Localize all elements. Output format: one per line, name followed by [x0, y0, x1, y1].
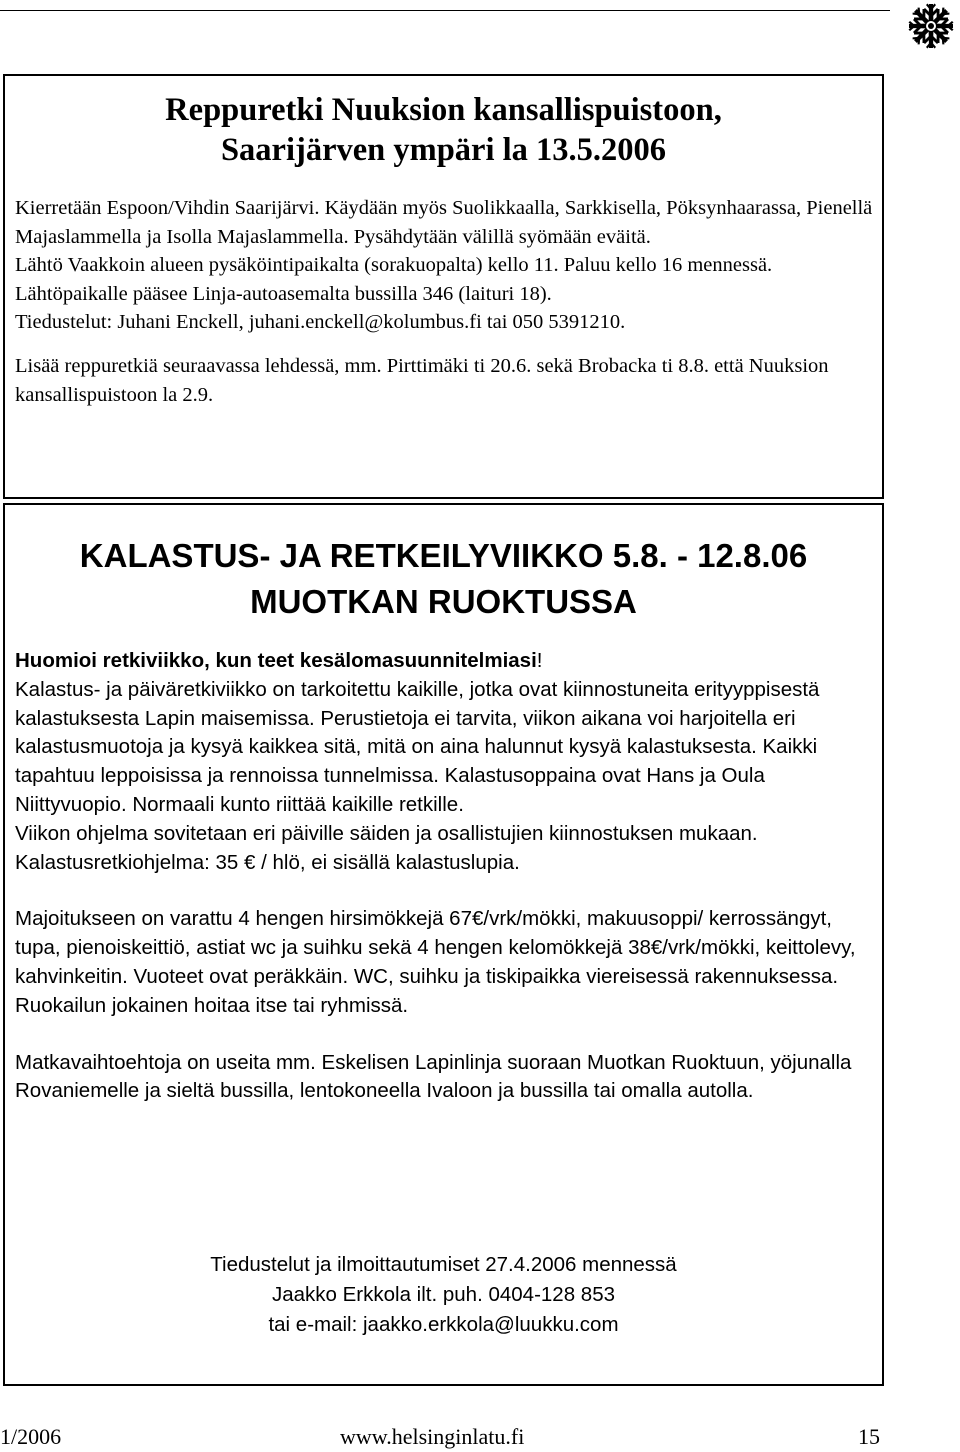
article-body	[15, 194, 877, 409]
highlight-exclamation: !	[536, 649, 543, 672]
title-line-1: Reppuretki Nuuksion kansallispuistoon,	[165, 92, 722, 128]
highlight-line	[15, 647, 880, 676]
bus-paragraph: Lähtöpaikalle pääsee Linja-autoasemalta bussilla 346 (laituri 18).	[15, 282, 552, 305]
page-footer	[0, 1422, 880, 1452]
issue-number: 1/2006	[0, 1424, 62, 1449]
inquiries-paragraph: Tiedustelut: Juhani Enckell, juhani.enckell@kolumbus.fi tai 050 5391210.	[15, 311, 626, 334]
highlight-text: Huomioi retkiviikko, kun teet kesälomasuunnitelmiasi	[15, 649, 537, 672]
page-number: 15	[858, 1424, 880, 1449]
fishing-week-article	[3, 503, 884, 1386]
top-rule	[0, 10, 890, 11]
article-heading	[5, 533, 882, 625]
contact-line-2: Jaakko Erkkola ilt. puh. 0404-128 853	[271, 1283, 616, 1306]
hiking-trip-article	[3, 74, 884, 499]
meals-paragraph: Ruokailun jokainen hoitaa itse tai ryhmissä.	[15, 993, 409, 1017]
heading-line-1: KALASTUS- JA RETKEILYVIIKKO 5.8. - 12.8.06	[79, 537, 808, 574]
contact-line-1: Tiedustelut ja ilmoittautumiset 27.4.2006 mennessä	[210, 1253, 677, 1276]
route-paragraph: Kierretään Espoon/Vihdin Saarijärvi. Käydään myös Suolikkaalla, Sarkkisella, Pöksynhaarassa, Pienellä Majaslammella ja Isolla Majaslammella. Pysähdytään välillä syömään eväitä.	[15, 197, 873, 248]
more-trips-paragraph: Lisää reppuretkiä seuraavassa lehdessä, mm. Pirttimäki ti 20.6. sekä Brobacka ti 8.8. että Nuuksion kansallispuistoon la 2.9.	[15, 354, 829, 406]
website-link[interactable]: www.helsinginlatu.fi	[340, 1424, 525, 1449]
article-title	[5, 90, 882, 170]
article-body	[15, 647, 880, 1106]
contact-line-3: tai e-mail: jaakko.erkkola@luukku.com	[268, 1313, 619, 1336]
schedule-paragraph: Viikon ohjelma sovitetaan eri päiville säiden ja osallistujien kiinnostuksen mukaan.	[15, 821, 758, 845]
snowflake-icon	[905, 0, 957, 52]
heading-line-2: MUOTKAN RUOKTUSSA	[250, 583, 637, 620]
price-paragraph: Kalastusretkiohjelma: 35 € / hlö, ei sisällä kalastuslupia.	[15, 850, 520, 874]
travel-paragraph: Matkavaihtoehtoja on useita mm. Eskelisen Lapinlinja suoraan Muotkan Ruoktuun, yöjunalla Rovaniemelle ja sieltä bussilla, lentokoneella Ivaloon ja bussilla tai omalla autolla.	[15, 1050, 852, 1103]
title-line-2: Saarijärven ympäri la 13.5.2006	[220, 132, 667, 168]
accommodation-paragraph: Majoitukseen on varattu 4 hengen hirsimökkejä 67€/vrk/mökki, makuusoppi/ kerrossängyt, tupa, pienoiskeittiö, astiat wc ja suihku sekä 4 hengen kelomökkejä 38€/vrk/mökki, keittolevy, kahvinkeitin. Vuoteet ovat peräkkäin. WC, suihku ja tiskipaikka viereisessä rakennuksessa.	[15, 907, 856, 988]
intro-paragraph: Kalastus- ja päiväretkiviikko on tarkoitettu kaikille, jotka ovat kiinnostuneita erityyppisestä kalastuksesta Lapin maisemissa. Perustietoja ei tarvita, viikon aikana voi harjoitella eri kalastusmuotoja ja kysyä kaikkea sitä, mitä on aina halunnut kysyä kalastuksesta. Kaikki tapahtuu leppoisissa ja rennoissa tunnelmissa. Kalastusoppaina ovat Hans ja Oula Niittyvuopio. Normaali kunto riittää kaikille retkille.	[15, 677, 820, 816]
departure-paragraph: Lähtö Vaakkoin alueen pysäköintipaikalta (sorakuopalta) kello 11. Paluu kello 16 mennessä.	[15, 254, 773, 277]
contact-block	[5, 1250, 882, 1340]
